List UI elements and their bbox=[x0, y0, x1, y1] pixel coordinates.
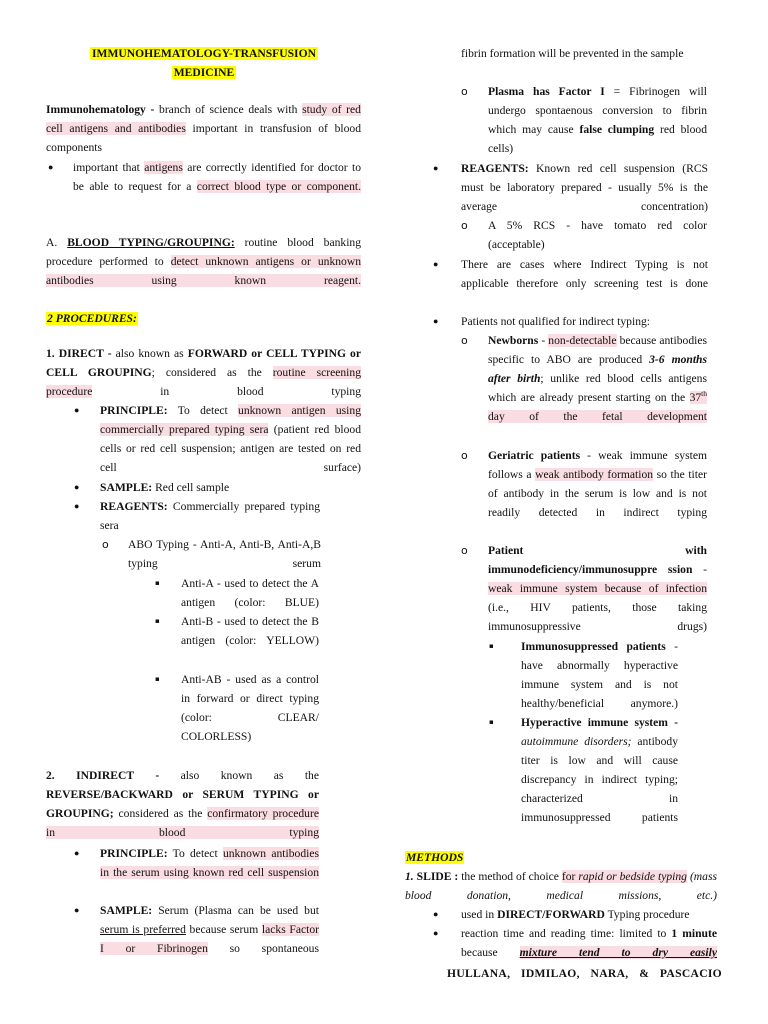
circle-bullet-icon: o bbox=[461, 85, 468, 98]
square-bullet-icon: ▪ bbox=[155, 617, 160, 625]
immunodeficiency-item: Patient with immunodeficiency/immunosuppre ssion - weak immune system because of infection (i.e., HIV patients, those taking immunosuppressive drugs) bbox=[488, 544, 707, 634]
anti-b-item: Anti-B - used to detect the B antigen (color: YELLOW) bbox=[181, 615, 319, 648]
anti-ab-item: Anti-AB - used as a control in forward or direct typing (color: CLEAR/ COLORLESS) bbox=[181, 673, 319, 744]
immunosuppressed-item: Immunosuppressed patients - have abnormally hyperactive immune system and is not healthy/beneficial anymore.) bbox=[521, 640, 678, 711]
bullet-icon: ● bbox=[74, 848, 80, 858]
reagents-item: REAGENTS: Known red cell suspension (RCS must be laboratory prepared - usually 5% is the average concentration) bbox=[461, 162, 708, 214]
intro-paragraph: Immunohematology - branch of science deals with study of red cell antigens and antibodies important in transfusion of blood components bbox=[46, 103, 361, 155]
indirect-procedure: 2. INDIRECT - also known as the REVERSE/BACKWARD or SERUM TYPING or GROUPING; considered as the confirmatory procedure in blood typing bbox=[46, 769, 320, 840]
bullet-icon: ● bbox=[433, 259, 439, 269]
indirect-principle: PRINCIPLE: To detect unknown antibodies in the serum using known red cell suspension bbox=[100, 847, 319, 880]
newborns-item: Newborns - non-detectable because antibodies specific to ABO are produced 3-6 months after birth; unlike red blood cells antigens which are already present starting on the 37th day of the fetal development bbox=[488, 334, 708, 424]
direct-procedure: 1. DIRECT - also known as FORWARD or CELL TYPING or CELL GROUPING; considered as the routine screening procedure in blood typing bbox=[46, 347, 361, 399]
intro-bullet-text: important that antigens are correctly identified for doctor to be able to request for a correct blood type or component. bbox=[73, 161, 361, 194]
bullet-icon: ● bbox=[74, 905, 80, 915]
procedures-heading: 2 PROCEDURES: bbox=[47, 312, 137, 325]
bullet-icon: ● bbox=[433, 909, 439, 919]
blood-typing-section: A. BLOOD TYPING/GROUPING: routine blood banking procedure performed to detect unknown antigens or unknown antibodies using known reagent. bbox=[46, 236, 362, 288]
rcs-item: A 5% RCS - have tomato red color (acceptable) bbox=[488, 219, 707, 252]
direct-reagents: REAGENTS: Commercially prepared typing sera bbox=[100, 500, 320, 533]
direct-principle: PRINCIPLE: To detect unknown antigen using commercially prepared typing sera (patient red blood cells or red cell suspension; antigen are tested on red cell surface) bbox=[100, 404, 361, 475]
anti-a-item: Anti-A - used to detect the A antigen (color: BLUE) bbox=[181, 577, 319, 610]
circle-bullet-icon: o bbox=[461, 219, 468, 232]
circle-bullet-icon: o bbox=[461, 544, 468, 557]
not-qualified-heading: Patients not qualified for indirect typing: bbox=[461, 315, 651, 328]
document-title-line-1: IMMUNOHEMATOLOGY-TRANSFUSION bbox=[92, 47, 316, 60]
indirect-sample: SAMPLE: Serum (Plasma can be used but serum is preferred because serum lacks Factor I or Fibrinogen so spontaneous bbox=[100, 904, 319, 956]
circle-bullet-icon: o bbox=[102, 538, 109, 551]
indirect-not-applicable: There are cases where Indirect Typing is not applicable therefore only screening test is done bbox=[461, 258, 708, 291]
bullet-icon: ● bbox=[433, 163, 439, 173]
authors-footer: HULLANA, IDMILAO, NARA, & PASCACIO bbox=[447, 967, 722, 980]
circle-bullet-icon: o bbox=[461, 334, 468, 347]
methods-heading: METHODS bbox=[406, 851, 464, 864]
slide-used-item: used in DIRECT/FORWARD Typing procedure bbox=[461, 908, 690, 921]
document-title-line-2: MEDICINE bbox=[173, 66, 235, 79]
abo-typing-item: ABO Typing - Anti-A, Anti-B, Anti-A,B typing serum bbox=[128, 538, 321, 571]
bullet-icon: ● bbox=[74, 482, 80, 492]
bullet-icon: ● bbox=[74, 405, 80, 415]
square-bullet-icon: ▪ bbox=[155, 675, 160, 683]
square-bullet-icon: ▪ bbox=[489, 718, 494, 726]
slide-method: 1. SLIDE : the method of choice for rapid or bedside typing (mass blood donation, medical missions, etc.) bbox=[405, 870, 717, 903]
square-bullet-icon: ▪ bbox=[489, 642, 494, 650]
bullet-icon: ● bbox=[433, 928, 439, 938]
geriatric-item: Geriatric patients - weak immune system follows a weak antibody formation so the titer of antibody in the serum is low and is not readily detected in indirect typing bbox=[488, 449, 707, 520]
bullet-icon: ● bbox=[48, 162, 54, 172]
bullet-icon: ● bbox=[433, 316, 439, 326]
slide-reaction-item: reaction time and reading time: limited to 1 minute because mixture tend to dry easily bbox=[461, 927, 717, 960]
fibrin-continuation: fibrin formation will be prevented in the sample bbox=[461, 47, 684, 60]
square-bullet-icon: ▪ bbox=[155, 579, 160, 587]
hyperactive-item: Hyperactive immune system - autoimmune disorders; antibody titer is low and will cause discrepancy in indirect typing; characterized in immunosuppressed patients bbox=[521, 716, 678, 825]
circle-bullet-icon: o bbox=[461, 449, 468, 462]
plasma-factor-item: Plasma has Factor I = Fibrinogen will undergo spontaenous conversion to fibrin which may cause false clumping red blood cells) bbox=[488, 85, 707, 156]
direct-sample: SAMPLE: Red cell sample bbox=[100, 481, 230, 494]
bullet-icon: ● bbox=[74, 501, 80, 511]
